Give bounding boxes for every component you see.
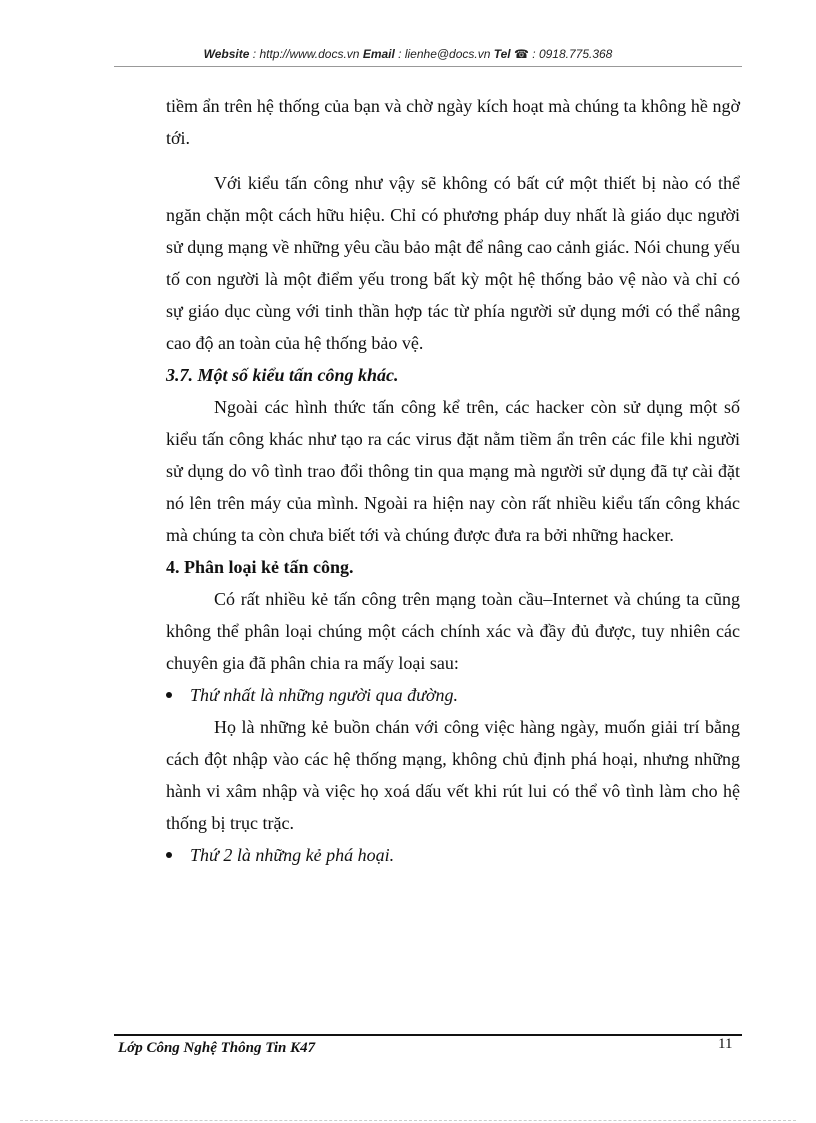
bullet-icon bbox=[166, 852, 172, 858]
bullet-icon bbox=[166, 692, 172, 698]
bullet-item-2 bbox=[166, 839, 740, 871]
bullet-item-1 bbox=[166, 679, 740, 711]
website-label: Website bbox=[203, 47, 250, 61]
footer-class-name: Lớp Công Nghệ Thông Tin K47 bbox=[118, 1040, 316, 1056]
page-header bbox=[0, 47, 816, 61]
footer-divider bbox=[114, 1034, 742, 1036]
section-heading-4: 4. Phân loại kẻ tấn công. bbox=[166, 557, 354, 577]
tel-label: Tel ☎ bbox=[493, 47, 529, 61]
paragraph-3: Ngoài các hình thức tấn công kể trên, các hacker còn sử dụng một số kiểu tấn công khác như tạo ra các virus đặt nằm tiềm ẩn trên các file khi người sử dụng do vô tình trao đổi thông tin qua mạng mà người sử dụng đã tự cài đặt nó lên trên máy của mình. Ngoài ra hiện nay còn rất nhiều kiểu tấn công khác mà chúng ta còn chưa biết tới và chúng được đưa ra bởi những hacker. bbox=[166, 397, 740, 545]
email-value: : lienhe@docs.vn bbox=[394, 47, 494, 61]
page-number: 11 bbox=[718, 1036, 733, 1052]
header-divider bbox=[114, 66, 742, 67]
email-label: Email bbox=[362, 47, 395, 61]
paragraph-4: Có rất nhiều kẻ tấn công trên mạng toàn cầu–Internet và chúng ta cũng không thể phân loại chúng một cách chính xác và đầy đủ được, tuy nhiên các chuyên gia đã phân chia ra mấy loại sau: bbox=[166, 589, 740, 673]
section-heading-3-7: 3.7. Một số kiểu tấn công khác. bbox=[166, 365, 399, 385]
page-body bbox=[166, 90, 740, 871]
paragraph-1: tiềm ẩn trên hệ thống của bạn và chờ ngày kích hoạt mà chúng ta không hề ngờ tới. bbox=[166, 96, 740, 148]
bullet-text-2: Thứ 2 là những kẻ phá hoại. bbox=[190, 845, 395, 865]
tel-value: : 0918.775.368 bbox=[528, 47, 613, 61]
bullet-text-1: Thứ nhất là những người qua đường. bbox=[190, 685, 458, 705]
website-value: : http://www.docs.vn bbox=[249, 47, 363, 61]
paragraph-5: Họ là những kẻ buồn chán với công việc hàng ngày, muốn giải trí bằng cách đột nhập vào các hệ thống mạng, không chủ định phá hoại, nhưng những hành vi xâm nhập và việc họ xoá dấu vết khi rút lui có thể vô tình làm cho hệ thống bị trục trặc. bbox=[166, 717, 740, 833]
paragraph-2: Với kiểu tấn công như vậy sẽ không có bất cứ một thiết bị nào có thể ngăn chặn một cách hữu hiệu. Chỉ có phương pháp duy nhất là giáo dục người sử dụng mạng về những yêu cầu bảo mật để nâng cao cảnh giác. Nói chung yếu tố con người là một điểm yếu trong bất kỳ một hệ thống bảo vệ nào và chỉ có sự giáo dục cùng với tinh thần hợp tác từ phía người sử dụng mới có thể nâng cao độ an toàn của hệ thống bảo vệ. bbox=[166, 173, 740, 353]
page-bottom-divider bbox=[20, 1120, 796, 1121]
